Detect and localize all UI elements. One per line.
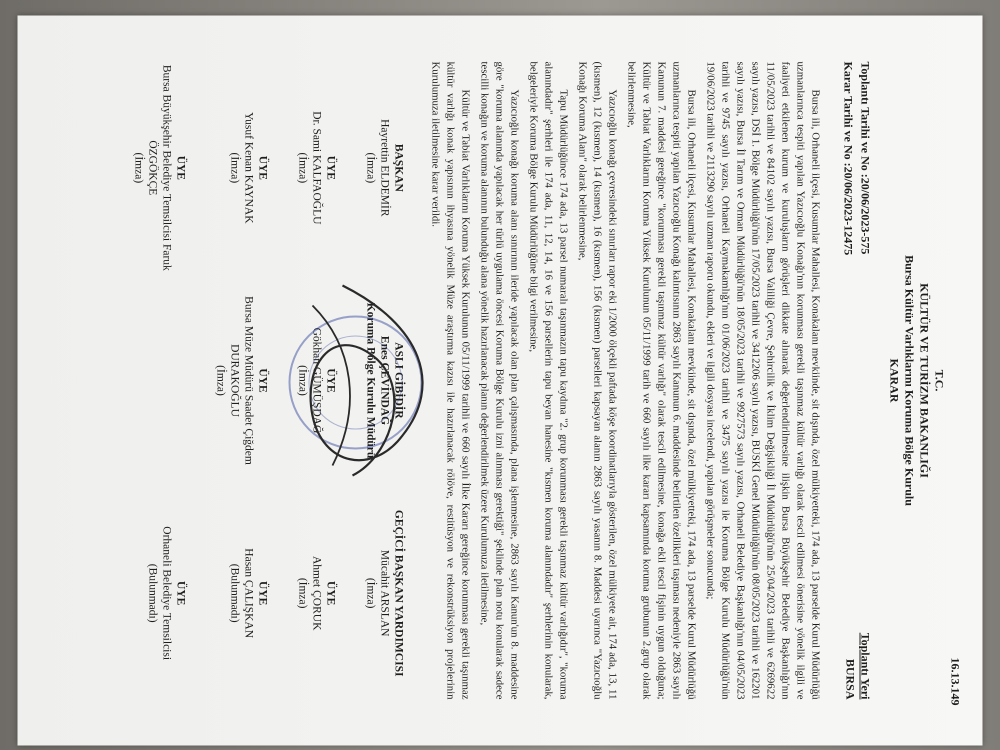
signature-2: ASLI GİBİDİR Enes ÇEVİNDAĞ Koruma Bölge Kurulu Müdürü	[364, 302, 405, 459]
signature-3: GEÇİCİ BAŞKAN YARDIMCISI Mücahit ARSLAN (İmza)	[364, 509, 405, 677]
signature-12: ÜYE Orhaneli Belediye Temsilcisi (Bulunmadı)	[146, 526, 187, 661]
signature-10: ÜYE Bursa Büyükşehir Belediye Temsilcisi Faruk ÖZGÖKÇE (İmza)	[132, 64, 187, 271]
handwritten-signature	[263, 266, 463, 506]
signature-5: ÜYE Gökhan GÜMÜŞDAĞ (İmza)	[296, 327, 337, 434]
header-line-2: KÜLTÜR VE TURİZM BAKANLIĞI	[917, 283, 932, 478]
location-value: BURSA	[843, 658, 858, 700]
meeting-meta	[839, 62, 873, 700]
signature-4: ÜYE Dr. Sami KALFAOĞLU (İmza)	[296, 111, 337, 225]
meeting-date: Toplantı Tarihi ve No :20/06/2023-575	[858, 61, 873, 255]
signature-7: ÜYE Yusuf Kenan KAYNAK (İmza)	[228, 112, 269, 224]
paragraph-4: Tapu Müdürlüğünce 174 ada, 13 parsel numaralı taşınmazın tapu kaydına "2. grup korunması gerekli taşınmaz kültür varlığıdır", "koruma alanındadır" şerhleri ile 174 ada, 11, 12, 14, 16 ve 156 parsellerin tapu beyan hanesine "kısmen koruma alanındadır" şerhlerinin konularak, belgeleriyle Koruma Bölge Kurulu Müdürlüğüne bilgi verilmesine,	[527, 61, 570, 700]
decision-body	[428, 62, 823, 700]
location-label: Toplantı Yeri	[858, 632, 873, 700]
paragraph-6: Kültür ve Tabiat Varlıklarını Koruma Yüksek Kurulunun 05/11/1999 tarihli ve 660 sayılı İlke Kararı gereğince korunması gerekli taşınmaz kültür varlığı konak yapısının ihyasına yönelik Müze araştırma kazısı ile hazırlanacak rölöve, restitüsyon ve rekonstrüksiyon projelerinin Kurulumuza iletilmesine karar verildi.	[429, 61, 472, 700]
paragraph-1: Bursa ili, Orhaneli ilçesi, Kusumlar Mahallesi, Konakalanı mevkiinde, sit dışında, özel mülkiyetteki, 174 ada, 13 parselde Kurul Müdürlüğü uzmanlarınca tespiti yapılan Yazıcıoğlu Konağı'nın korunması gerekli taşınmaz kültür varlığı olarak tescil edilmesi önerisine yönelik ilgili ve faaliyeti etkilenen kurum ve kuruluşların görüşleri dikkate alınarak değerlendirilmesine ilişkin Bursa Büyükşehir Belediye Başkanlığı'nın 11/05/2023 tarihli ve 84102 sayılı yazısı, Bursa Valiliği Çevre, Şehircilik ve İklim Değişikliği İl Müdürlüğü'nün 25/04/2023 tarihli ve 6269622 sayılı yazısı, DSİ 1. Bölge Müdürlüğü'nün 17/05/2023 tarihli ve 3412206 sayılı yazısı, BUSKİ Genel Müdürlüğü'nün 08/05/2023 tarihli ve 162201 sayılı yazısı, Bursa İl Tarım ve Orman Müdürlüğü'nün 18/05/2023 tarihli ve 9927573 sayılı yazısı, Orhaneli Belediye Başkanlığı'nın 04/05/2023 tarihli ve 9745 sayılı yazısı, Orhaneli Kaymakamlığı'nın 01/06/2023 tarihli ve 3475 sayılı yazısı ile Koruma Bölge Kurulu Müdürlüğü'nün 19/06/2023 tarihli ve 2113290 sayılı uzman raporu okundu, ekleri ve ilgili dosyası incelendi, yapılan görüşmeler sonucunda;	[704, 61, 822, 700]
document-header	[887, 62, 947, 700]
signature-9: ÜYE Hasan ÇALIŞKAN (Bulunmadı)	[228, 548, 269, 639]
paragraph-3: Yazıcıoğlu konağı çevresindeki sınırları rapor eki 1/2000 ölçekli paftada köşe koordinatlarıyla gösterilen, özel mülkiyete ait, 174 ada, 13, 11 (kısmen), 12 (kısmen), 14 (kısmen), 16 (kısmen), 156 (kısmen) parselleri kapsayan alanın 2863 sayılı yasanın 8. Maddesi uyarınca "Yazıcıoğlu Konağı Koruma Alanı" olarak belirlenmesine,	[576, 61, 619, 700]
header-line-4: KARAR	[887, 358, 902, 403]
header-line-1: T.C.	[932, 369, 947, 392]
paragraph-2: Bursa ili, Orhaneli ilçesi, Kusumlar Mahallesi, Konakalanı mevkiinde, sit dışında, özel mülkiyetteki, 174 ada, 13 parselde Kurul Müdürlüğü uzmanlarınca tespiti yapılan Yazıcıoğlu Konağı kalıntısının 2863 sayılı Kanunun 6. maddesinde belirtilen özellikleri taşıması nedeniyle 2863 sayılı Kanunun 7. maddesi gereğince "korunması gerekli taşınmaz kültür varlığı" olarak tescil edilmesine, konağa ekli tescil fişinin uygun olduğuna; Kültür ve Tabiat Varlıklarını Koruma Yüksek Kurulunun 05/11/1999 tarih ve 660 sayılı ilke kararı kapsamında koruma grubunun 2.grup olarak belirlenmesine,	[625, 61, 698, 700]
signature-11	[132, 274, 188, 487]
decision-date: Karar Tarihi ve No :20/06/2023-12475	[841, 61, 856, 256]
signature-6: ÜYE Ahmet ÇORUK (İmza)	[296, 555, 337, 631]
signature-8: ÜYE Bursa Müze Müdürü Saadet Çiğdem DURAKOĞLU (İmza)	[214, 296, 269, 465]
signature-1: BAŞKAN Hayrettin ELDEMİR (İmza)	[364, 119, 405, 217]
header-line-3: Bursa Kültür Varlıklarını Koruma Bölge Kurulu	[902, 255, 917, 506]
paragraph-5: Yazıcıoğlu konağı koruma alanı sınırının ileride yapılacak olan plan çalışmasında, plana işlenmesine, 2863 sayılı Kanun'un 8. maddesine göre "koruma alanında yapılacak her türlü uygulama öncesi Koruma Bölge Kurulu izni alınması gerektiği" şeklinde plan notu konularak sadece tescilli konağın ve koruma alanının bulunduğu alana yönelik hazırlanacak planın değerlendirilmek üzere Kurulumuza iletilmesine,	[478, 61, 521, 700]
page-number: 16.13.149	[948, 657, 963, 706]
document-sheet	[18, 16, 983, 746]
